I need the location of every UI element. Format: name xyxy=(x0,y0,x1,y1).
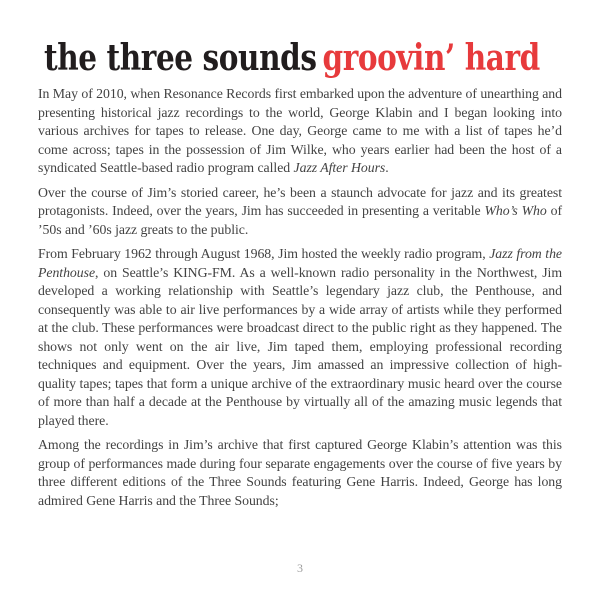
page-title xyxy=(44,37,540,79)
paragraph xyxy=(38,184,562,240)
paragraph xyxy=(38,85,562,178)
italic-text-run: Jazz After Hours xyxy=(293,160,386,175)
paragraph xyxy=(38,436,562,510)
page-number: 3 xyxy=(297,561,303,575)
italic-text-run: Jazz from the Penthouse xyxy=(38,246,563,280)
title-artist: the three sounds xyxy=(44,37,317,79)
paragraph xyxy=(38,245,562,430)
text-run: , on Seattle’s KING-FM. As a well-known radio personality in the Northwest, Jim developed a working relationship with Seattle’s legendary jazz club, the Penthouse, and consequently was able to air live performances by a wide array of artists while they performed at the club. These performances were broadcast direct to the public right as they happened. The shows not only went on the air live, Jim taped them, employing professional recording techniques and equipment. Over the years, Jim amassed an impressive collection of high-quality tapes; tapes that form a unique archive of the extraordinary music heard over the course of more than half a decade at the Penthouse by virtually all of the amazing music legends that played there. xyxy=(38,264,562,428)
text-run: In May of 2010, when Resonance Records first embarked upon the adventure of unearthing and presenting historical jazz recordings to the world, George Klabin and I began looking into various archives for tapes to release. One day, George came to me with a list of tapes he’d come across; tapes in the possession of Jim Wilke, who years earlier had been the host of a syndicated Seattle-based radio program called xyxy=(38,86,562,175)
text-run: . xyxy=(385,160,389,175)
text-run: Among the recordings in Jim’s archive that first captured George Klabin’s attention was this group of performances made during four separate engagements over the course of five years by three different editions of the Three Sounds featuring Gene Harris. Indeed, George has long admired Gene Harris and the Three Sounds; xyxy=(38,437,562,508)
text-run: From February 1962 through August 1968, Jim hosted the weekly radio program, xyxy=(38,246,490,261)
text-run: of ’50s and ’60s jazz greats to the public. xyxy=(38,203,563,237)
body-text xyxy=(38,85,562,516)
title-album: groovin’ hard xyxy=(322,37,540,79)
italic-text-run: Who’s Who xyxy=(484,203,547,218)
text-run: Over the course of Jim’s storied career, he’s been a staunch advocate for jazz and its greatest protagonists. Indeed, over the years, Jim has succeeded in presenting a veritable xyxy=(38,184,562,218)
